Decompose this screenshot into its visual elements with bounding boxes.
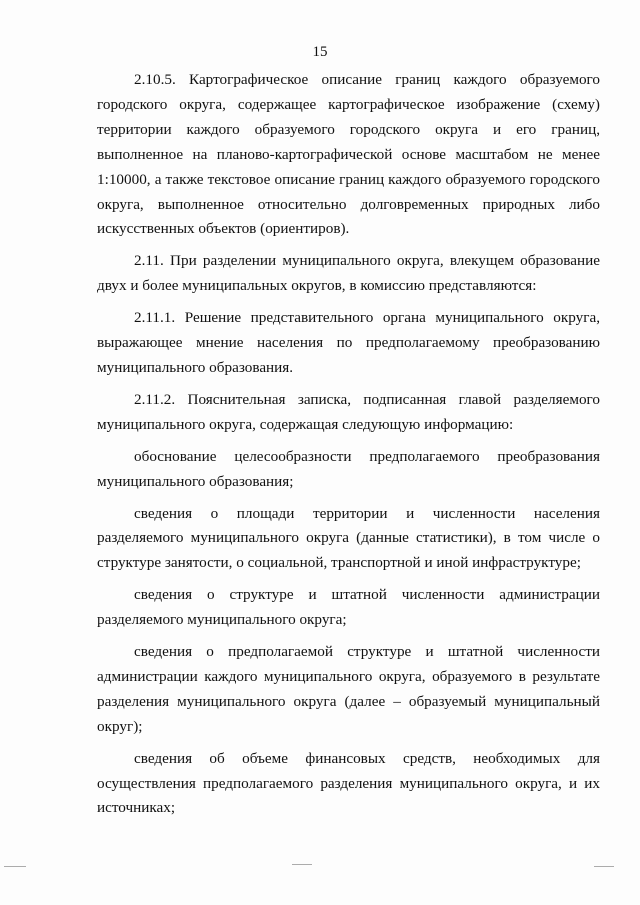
paragraph-2-11-2: 2.11.2. Пояснительная записка, подписанная главой разделяемого муниципального округа, содержащая следующую информацию: xyxy=(97,390,600,433)
scan-artifact-left xyxy=(4,866,26,867)
list-item-new-administration-structure: сведения о предполагаемой структуре и штатной численности администрации каждого муниципального округа, образуемого в результате разделения муниципального округа (далее – образуемый муниципальный округ); xyxy=(97,643,600,735)
page-number: 15 xyxy=(312,44,328,60)
scan-artifact-right xyxy=(594,866,614,867)
paragraph-2-11: 2.11. При разделении муниципального округа, влекущем образование двух и более муниципальных округов, в комиссию представляются: xyxy=(97,252,600,295)
document-body xyxy=(97,68,600,828)
list-item-administration-structure: сведения о структуре и штатной численности администрации разделяемого муниципального округа; xyxy=(97,586,600,629)
list-item-justification: обоснование целесообразности предполагаемого преобразования муниципального образования; xyxy=(97,447,600,490)
paragraph-2-10-5: 2.10.5. Картографическое описание границ каждого образуемого городского округа, содержащее картографическое изображение (схему) территории каждого образуемого городского округа и его границ, выполненное на планово-картографической основе масштабом не менее 1:10000, а также текстовое описание границ каждого образуемого городского округа, выполненное относительно долговременных природных либо искусственных объектов (ориентиров). xyxy=(97,71,600,238)
list-item-financial-resources: сведения об объеме финансовых средств, необходимых для осуществления предполагаемого разделения муниципального округа, и их источниках; xyxy=(97,749,600,817)
scan-artifact-center-left xyxy=(292,864,312,865)
list-item-territory-population: сведения о площади территории и численности населения разделяемого муниципального округа (данные статистики), в том числе о структуре занятости, о социальной, транспортной и иной инфраструктуре; xyxy=(97,504,600,572)
paragraph-2-11-1: 2.11.1. Решение представительного органа муниципального округа, выражающее мнение населения по предполагаемому преобразованию муниципального образования. xyxy=(97,309,600,376)
